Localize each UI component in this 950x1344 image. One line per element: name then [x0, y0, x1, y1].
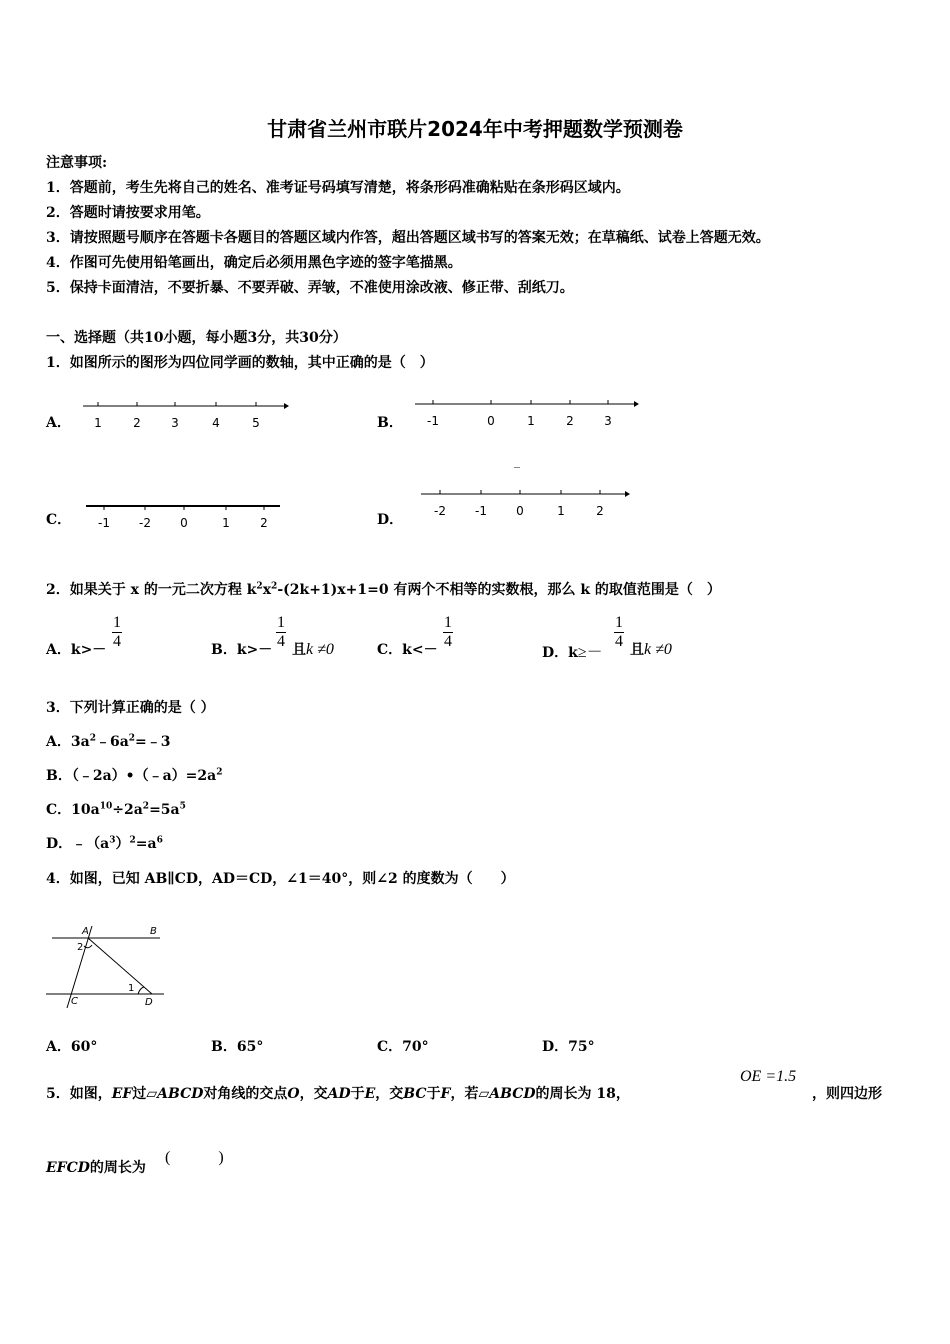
tick-label: 2 [566, 414, 574, 428]
angle-2-label: 2 [77, 942, 84, 953]
q5-stem-line2: EFCD的周长为 [46, 1160, 146, 1176]
q3-stem: 3．下列计算正确的是（ ） [46, 700, 215, 716]
tick-label: -1 [475, 504, 487, 518]
tick-label: -1 [427, 414, 439, 428]
q1-option-b-label[interactable]: B． [377, 415, 403, 431]
q5-stem-tail: ，则四边形 [812, 1086, 882, 1102]
q1-stem: 1．如图所示的图形为四位同学画的数轴，其中正确的是（ ） [46, 355, 434, 371]
tick-label: 2 [260, 516, 268, 530]
label-a: A [82, 926, 89, 937]
tick-label: 1 [94, 416, 102, 430]
q3-option-b[interactable]: B．$(﹣2a)•(﹣a)=2a^2$ [46, 767, 223, 784]
q2-stem: 2．如果关于 x 的一元二次方程 $k^2x^2-(2k+1)x+1=0$ 有两个不相等的实数根，那么 k 的取值范围是（ ） [46, 581, 721, 598]
q5-oe-value: OE =1.5 [740, 1068, 797, 1085]
q2-d-fraction: $\frac{1}{4}$ [615, 614, 623, 650]
q1-option-a-label[interactable]: A． [46, 415, 71, 431]
tick-label: 0 [516, 504, 524, 518]
angle-1-label: 1 [128, 983, 135, 994]
q1-option-c-label[interactable]: C． [46, 512, 72, 528]
tick-label: 1 [222, 516, 230, 530]
tick-label: 1 [557, 504, 565, 518]
label-c: C [71, 996, 78, 1007]
notice-heading: 注意事项: [46, 155, 108, 171]
tick-label: -1 [98, 516, 110, 530]
q1-numberline-c [84, 498, 284, 534]
q1-numberline-d [418, 486, 634, 522]
q2-b-condition: 且k ≠0 [292, 641, 334, 658]
notice-item: 5．保持卡面清洁，不要折暴、不要弄破、弄皱，不准使用涂改液、修正带、刮纸刀。 [46, 280, 574, 296]
q1-option-d-label[interactable]: D． [377, 512, 404, 528]
q4-option-c[interactable]: C．70° [377, 1039, 429, 1055]
q1-numberline-a [80, 396, 290, 432]
q4-figure [44, 920, 168, 1010]
q4-option-a[interactable]: A．60° [46, 1039, 98, 1055]
tick-label: -2 [139, 516, 151, 530]
page-title: 甘肃省兰州市联片2024年中考押题数学预测卷 [267, 117, 683, 141]
q1-numberline-b [410, 396, 642, 432]
tick-label: -2 [434, 504, 446, 518]
q2-b-fraction: $\frac{1}{4}$ [277, 614, 285, 650]
tick-label: 3 [171, 416, 179, 430]
q3-option-d[interactable]: D．$﹣(a^3)^2=a^6$ [46, 835, 163, 852]
q2-option-d[interactable]: D．k≥－ [542, 644, 603, 661]
q4-option-d[interactable]: D．75° [542, 1039, 595, 1055]
tick-label: 3 [604, 414, 612, 428]
tick-label: 1 [527, 414, 535, 428]
tick-label: 0 [180, 516, 188, 530]
tick-label: 4 [212, 416, 220, 430]
notice-item: 4．作图可先使用铅笔画出，确定后必须用黑色字迹的签字笔描黑。 [46, 255, 462, 271]
notice-item: 1．答题前，考生先将自己的姓名、准考证号码填写清楚，将条形码准确粘贴在条形码区域内。 [46, 180, 630, 196]
tick-label: 5 [252, 416, 260, 430]
q2-option-a[interactable]: A．k>－ [46, 642, 107, 658]
label-b: B [150, 926, 157, 937]
q2-a-fraction: $\frac{1}{4}$ [113, 614, 121, 650]
section-heading: 一、选择题（共10小题，每小题3分，共30分） [46, 330, 347, 346]
label-d: D [145, 997, 153, 1008]
q5-stem-line1: 5．如图，EF过▱ABCD对角线的交点O，交AD于E，交BC于F，若▱ABCD的周长为 18， [46, 1086, 630, 1102]
notice-item: 2．答题时请按要求用笔。 [46, 205, 210, 221]
q3-option-c[interactable]: C．$10a^{10}\div 2a^2=5a^5$ [46, 801, 186, 818]
tick-label: 0 [487, 414, 495, 428]
q5-answer-paren: ( ) [165, 1149, 224, 1166]
tick-label: 2 [596, 504, 604, 518]
tick-label: 2 [133, 416, 141, 430]
stray-mark: _ [514, 454, 520, 468]
q2-c-fraction: $\frac{1}{4}$ [444, 614, 452, 650]
q2-d-condition: 且k ≠0 [630, 641, 672, 658]
q2-option-c[interactable]: C．k<－ [377, 642, 438, 658]
q2-option-b[interactable]: B．k>－ [211, 642, 273, 658]
q4-stem: 4．如图，已知 AB∥CD，AD＝CD，∠1＝40°，则∠2 的度数为（ ） [46, 871, 515, 887]
notice-item: 3．请按照题号顺序在答题卡各题目的答题区域内作答，超出答题区域书写的答案无效；在草稿纸、试卷上答题无效。 [46, 230, 770, 246]
q3-option-a[interactable]: A．$3a^2﹣6a^2=﹣3$ [46, 733, 171, 750]
q4-option-b[interactable]: B．65° [211, 1039, 264, 1055]
